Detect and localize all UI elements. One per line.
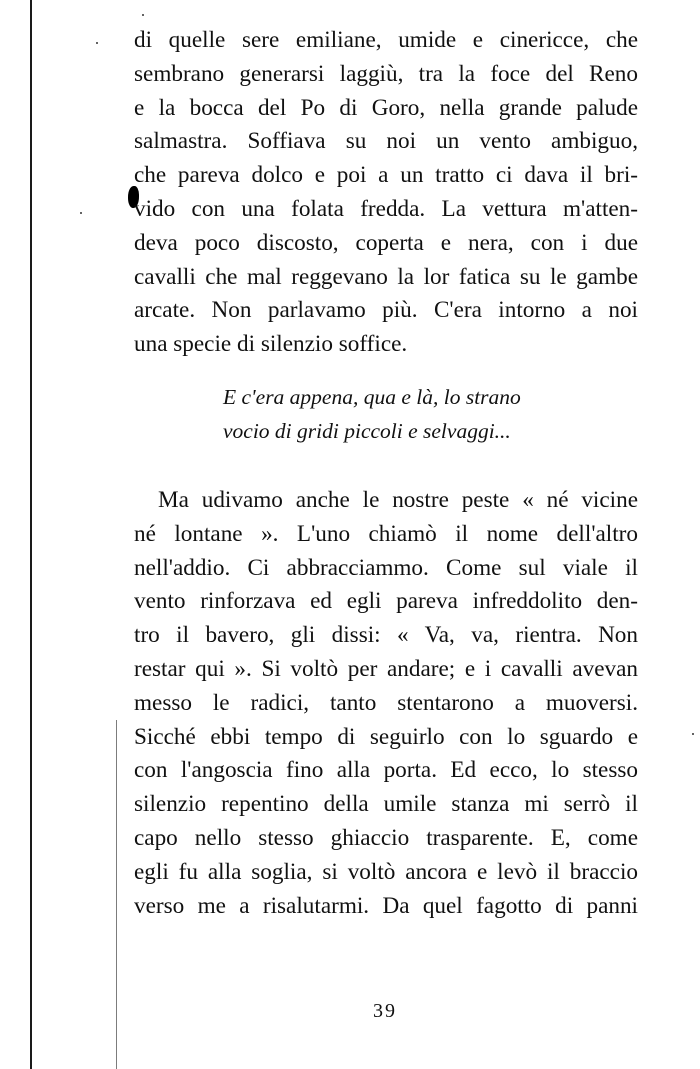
binding-edge	[30, 0, 32, 1069]
text-line: egli fu alla soglia, si voltò ancora e levò il braccio	[134, 858, 638, 885]
text-line: di quelle sere emiliane, umide e cinericce, che	[134, 27, 638, 53]
text-line: capo nello stesso ghiaccio trasparente. E, come	[134, 824, 638, 851]
text-line: tro il bavero, gli dissi: « Va, va, rientra. Non	[134, 622, 638, 649]
text-line: sembrano generarsi laggiù, tra la foce del Reno	[134, 60, 638, 87]
text-line: messo le radici, tanto stentarono a muoversi.	[134, 689, 638, 716]
text-line: né lontane ». L'uno chiamò il nome dell'altro	[134, 520, 638, 547]
paper-speck	[142, 14, 144, 16]
paragraph-1	[134, 24, 638, 362]
text-line: cavalli che mal reggevano la lor fatica su le gambe	[134, 263, 638, 290]
text-line: restar qui ». Si voltò per andare; e i cavalli avevan	[134, 655, 638, 682]
text-line: con l'angoscia fino alla porta. Ed ecco, lo stesso	[134, 757, 638, 784]
verse-quote	[223, 380, 521, 448]
text-line: vento rinforzava ed egli pareva infreddolito den-	[134, 588, 638, 615]
paper-speck	[692, 733, 694, 735]
text-line: una specie di silenzio soffice.	[134, 331, 408, 358]
text-line: verso me a risalutarmi. Da quel fagotto di panni	[134, 892, 638, 919]
text-line: nell'addio. Ci abbracciammo. Come sul viale il	[134, 554, 638, 581]
text-line: e la bocca del Po di Goro, nella grande palude	[134, 94, 638, 121]
paper-speck	[96, 42, 98, 44]
text-line: Sicché ebbi tempo di seguirlo con lo sguardo e	[134, 723, 638, 750]
text-line: che pareva dolco e poi a un tratto ci dava il bri-	[134, 162, 638, 189]
paragraph-2	[134, 484, 638, 923]
paper-speck	[80, 212, 82, 214]
text-line: deva poco discosto, coperta e nera, con i due	[134, 229, 638, 256]
page-number: 39	[373, 1000, 397, 1022]
verse-line: vocio di gridi piccoli e selvaggi...	[223, 419, 511, 443]
text-line: Ma udivamo anche le nostre peste « né vicine	[158, 487, 638, 513]
text-line: arcate. Non parlavamo più. C'era intorno a noi	[134, 297, 638, 324]
text-line: vido con una folata fredda. La vettura m'atten-	[134, 195, 638, 222]
text-line: salmastra. Soffiava su noi un vento ambiguo,	[134, 128, 638, 155]
verse-line: E c'era appena, qua e là, lo strano	[223, 385, 521, 409]
text-line: silenzio repentino della umile stanza mi serrò il	[134, 791, 638, 818]
